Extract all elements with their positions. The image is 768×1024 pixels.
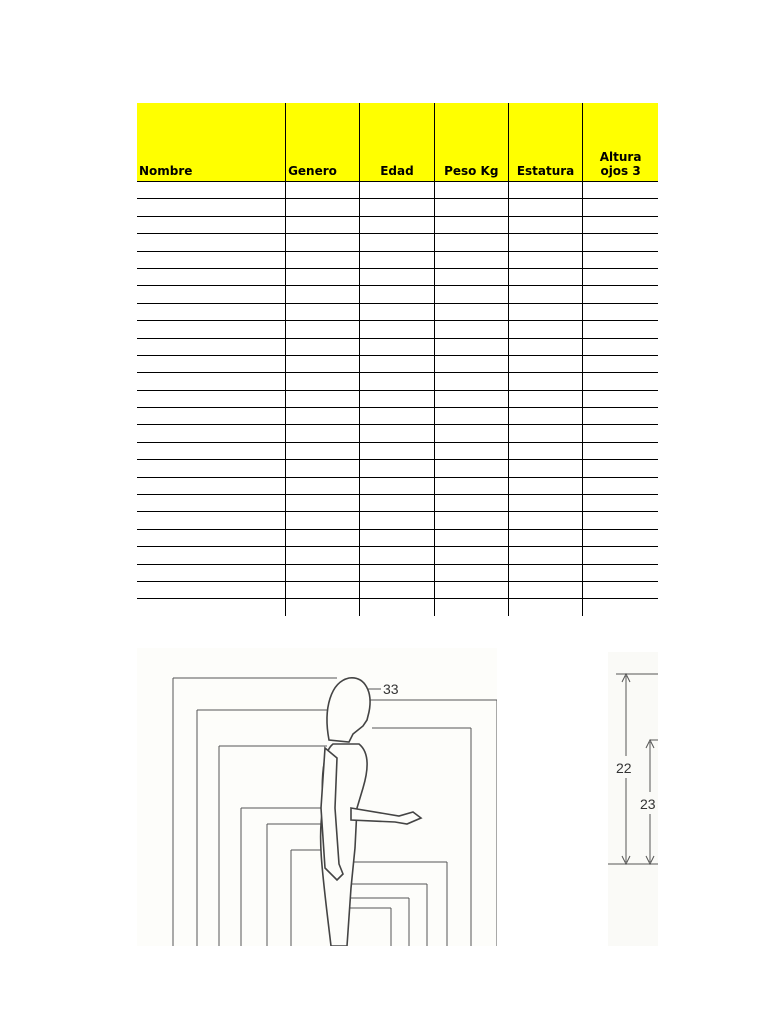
- table-cell[interactable]: [137, 303, 286, 320]
- table-cell[interactable]: [286, 321, 360, 338]
- table-row: [137, 564, 658, 581]
- table-cell[interactable]: [286, 390, 360, 407]
- table-row: [137, 495, 658, 512]
- table-cell[interactable]: [137, 182, 286, 199]
- table-cell[interactable]: [508, 390, 582, 407]
- table-cell[interactable]: [508, 286, 582, 303]
- table-cell[interactable]: [508, 599, 582, 616]
- table-cell[interactable]: [286, 460, 360, 477]
- table-row: [137, 408, 658, 425]
- table-cell[interactable]: [434, 547, 508, 564]
- table-cell[interactable]: [137, 338, 286, 355]
- table-cell[interactable]: [360, 390, 434, 407]
- table-cell[interactable]: [137, 425, 286, 442]
- table-cell[interactable]: [583, 477, 658, 494]
- table-cell[interactable]: [137, 495, 286, 512]
- table-row: [137, 373, 658, 390]
- table-cell[interactable]: [137, 442, 286, 459]
- table-cell[interactable]: [286, 547, 360, 564]
- table-cell[interactable]: [434, 564, 508, 581]
- table-row: [137, 547, 658, 564]
- table-cell[interactable]: [508, 495, 582, 512]
- table-cell[interactable]: [360, 268, 434, 285]
- table-cell[interactable]: [286, 216, 360, 233]
- table-row: [137, 251, 658, 268]
- table-cell[interactable]: [360, 599, 434, 616]
- table-cell[interactable]: [286, 268, 360, 285]
- table-cell[interactable]: [360, 495, 434, 512]
- table-cell[interactable]: [137, 355, 286, 372]
- table-cell[interactable]: [434, 495, 508, 512]
- table-cell[interactable]: [434, 199, 508, 216]
- table-cell[interactable]: [286, 199, 360, 216]
- table-cell[interactable]: [137, 408, 286, 425]
- table-cell[interactable]: [434, 182, 508, 199]
- table-cell[interactable]: [360, 286, 434, 303]
- table-cell[interactable]: [583, 268, 658, 285]
- table-cell[interactable]: [508, 442, 582, 459]
- table-row: [137, 599, 658, 616]
- table-cell[interactable]: [360, 303, 434, 320]
- table-row: [137, 216, 658, 233]
- header-peso[interactable]: Peso Kg: [434, 103, 508, 182]
- table-cell[interactable]: [137, 547, 286, 564]
- table-cell[interactable]: [286, 581, 360, 598]
- table-cell[interactable]: [286, 303, 360, 320]
- table-cell[interactable]: [137, 373, 286, 390]
- table-cell[interactable]: [434, 460, 508, 477]
- header-row: [137, 103, 658, 182]
- table-cell[interactable]: [137, 529, 286, 546]
- table-cell[interactable]: [583, 442, 658, 459]
- table-cell[interactable]: [360, 355, 434, 372]
- table-cell[interactable]: [360, 564, 434, 581]
- table-cell[interactable]: [434, 216, 508, 233]
- table-cell[interactable]: [286, 373, 360, 390]
- table-cell[interactable]: [360, 460, 434, 477]
- table-cell[interactable]: [360, 529, 434, 546]
- table-cell[interactable]: [286, 355, 360, 372]
- table-row: [137, 581, 658, 598]
- header-nombre[interactable]: Nombre: [137, 103, 286, 182]
- table-cell[interactable]: [137, 581, 286, 598]
- table-row: [137, 286, 658, 303]
- table-cell[interactable]: [434, 599, 508, 616]
- table-cell[interactable]: [360, 408, 434, 425]
- table-cell[interactable]: [508, 460, 582, 477]
- table-cell[interactable]: [434, 408, 508, 425]
- table-cell[interactable]: [434, 251, 508, 268]
- table-cell[interactable]: [360, 321, 434, 338]
- table-cell[interactable]: [583, 547, 658, 564]
- table-cell[interactable]: [434, 442, 508, 459]
- table-cell[interactable]: [360, 512, 434, 529]
- table-cell[interactable]: [583, 425, 658, 442]
- table-row: [137, 303, 658, 320]
- table-cell[interactable]: [360, 581, 434, 598]
- table-cell[interactable]: [583, 286, 658, 303]
- table-cell[interactable]: [286, 286, 360, 303]
- table-cell[interactable]: [508, 182, 582, 199]
- table-cell[interactable]: [360, 251, 434, 268]
- table-cell[interactable]: [434, 373, 508, 390]
- table-cell[interactable]: [508, 216, 582, 233]
- table-row: [137, 425, 658, 442]
- table-cell[interactable]: [434, 477, 508, 494]
- table-cell[interactable]: [434, 268, 508, 285]
- table-row: [137, 268, 658, 285]
- table-row: [137, 234, 658, 251]
- header-estatura[interactable]: Estatura: [508, 103, 582, 182]
- table-cell[interactable]: [508, 408, 582, 425]
- table-cell[interactable]: [434, 321, 508, 338]
- table-cell[interactable]: [360, 442, 434, 459]
- label-33: 33: [383, 681, 399, 697]
- table-body: [137, 182, 658, 616]
- table-cell[interactable]: [583, 355, 658, 372]
- table-cell[interactable]: [583, 581, 658, 598]
- table-cell[interactable]: [434, 425, 508, 442]
- table-row: [137, 477, 658, 494]
- table-row: [137, 460, 658, 477]
- table-cell[interactable]: [583, 460, 658, 477]
- table-cell[interactable]: [137, 390, 286, 407]
- table-cell[interactable]: [508, 564, 582, 581]
- table-cell[interactable]: [508, 338, 582, 355]
- table-cell[interactable]: [434, 529, 508, 546]
- table-row: [137, 338, 658, 355]
- table-cell[interactable]: [583, 564, 658, 581]
- table-cell[interactable]: [508, 234, 582, 251]
- table-cell[interactable]: [508, 303, 582, 320]
- table-cell[interactable]: [508, 512, 582, 529]
- table-cell[interactable]: [137, 268, 286, 285]
- table-cell[interactable]: [508, 355, 582, 372]
- label-22: 22: [616, 760, 632, 776]
- table-cell[interactable]: [137, 321, 286, 338]
- table-cell[interactable]: [434, 234, 508, 251]
- table-cell[interactable]: [583, 199, 658, 216]
- table-cell[interactable]: [360, 547, 434, 564]
- table-cell[interactable]: [434, 303, 508, 320]
- table-cell[interactable]: [508, 321, 582, 338]
- table-cell[interactable]: [434, 338, 508, 355]
- table-cell[interactable]: [137, 216, 286, 233]
- table-cell[interactable]: [434, 512, 508, 529]
- table-cell[interactable]: [508, 373, 582, 390]
- table-cell[interactable]: [583, 512, 658, 529]
- label-23: 23: [640, 796, 656, 812]
- table-cell[interactable]: [583, 338, 658, 355]
- table-cell[interactable]: [434, 581, 508, 598]
- table-cell[interactable]: [508, 425, 582, 442]
- table-cell[interactable]: [583, 182, 658, 199]
- table-cell[interactable]: [583, 216, 658, 233]
- table-cell[interactable]: [286, 564, 360, 581]
- table-cell[interactable]: [286, 338, 360, 355]
- dimension-figure-right: [608, 652, 658, 946]
- table-cell[interactable]: [508, 529, 582, 546]
- table-cell[interactable]: [508, 251, 582, 268]
- table-cell[interactable]: [583, 373, 658, 390]
- table-cell[interactable]: [583, 495, 658, 512]
- table-cell[interactable]: [434, 390, 508, 407]
- table-cell[interactable]: [137, 460, 286, 477]
- table-cell[interactable]: [583, 408, 658, 425]
- dimension-lines-diagram: [608, 652, 658, 946]
- table-row: [137, 355, 658, 372]
- table-cell[interactable]: [583, 251, 658, 268]
- table-cell[interactable]: [286, 234, 360, 251]
- table-cell[interactable]: [137, 599, 286, 616]
- woman-dimensions-diagram: [137, 648, 497, 946]
- table-cell[interactable]: [286, 251, 360, 268]
- table-cell[interactable]: [286, 495, 360, 512]
- table-cell[interactable]: [137, 234, 286, 251]
- table-cell[interactable]: [583, 599, 658, 616]
- table-cell[interactable]: [360, 199, 434, 216]
- table-cell[interactable]: [583, 529, 658, 546]
- header-altura-ojos[interactable]: Altura ojos 3: [583, 103, 658, 182]
- table-cell[interactable]: [434, 355, 508, 372]
- table-cell[interactable]: [137, 564, 286, 581]
- table-cell[interactable]: [286, 408, 360, 425]
- table-cell[interactable]: [360, 216, 434, 233]
- table-cell[interactable]: [583, 234, 658, 251]
- table-cell[interactable]: [137, 199, 286, 216]
- table-cell[interactable]: [360, 234, 434, 251]
- table-cell[interactable]: [434, 286, 508, 303]
- table-cell[interactable]: [508, 547, 582, 564]
- table-row: [137, 199, 658, 216]
- table-cell[interactable]: [286, 599, 360, 616]
- anthropometry-figure: [137, 648, 497, 946]
- table-cell[interactable]: [360, 425, 434, 442]
- table-cell[interactable]: [286, 512, 360, 529]
- table-cell[interactable]: [286, 425, 360, 442]
- table-cell[interactable]: [137, 477, 286, 494]
- table-cell[interactable]: [137, 251, 286, 268]
- table-cell[interactable]: [286, 529, 360, 546]
- header-genero[interactable]: Genero: [286, 103, 360, 182]
- table-cell[interactable]: [583, 321, 658, 338]
- table-cell[interactable]: [360, 182, 434, 199]
- table-row: [137, 529, 658, 546]
- table-cell[interactable]: [360, 338, 434, 355]
- table-row: [137, 390, 658, 407]
- table-cell[interactable]: [286, 442, 360, 459]
- table-cell[interactable]: [583, 303, 658, 320]
- table-cell[interactable]: [137, 286, 286, 303]
- table-row: [137, 442, 658, 459]
- table-cell[interactable]: [360, 373, 434, 390]
- table-cell[interactable]: [508, 477, 582, 494]
- table-row: [137, 321, 658, 338]
- table-cell[interactable]: [583, 390, 658, 407]
- header-edad[interactable]: Edad: [360, 103, 434, 182]
- table-cell[interactable]: [508, 268, 582, 285]
- table-row: [137, 512, 658, 529]
- table-cell[interactable]: [286, 477, 360, 494]
- table-cell[interactable]: [508, 581, 582, 598]
- table-cell[interactable]: [286, 182, 360, 199]
- table-cell[interactable]: [360, 477, 434, 494]
- table-row: [137, 182, 658, 199]
- measurements-table: [137, 103, 658, 616]
- table-cell[interactable]: [508, 199, 582, 216]
- table-cell[interactable]: [137, 512, 286, 529]
